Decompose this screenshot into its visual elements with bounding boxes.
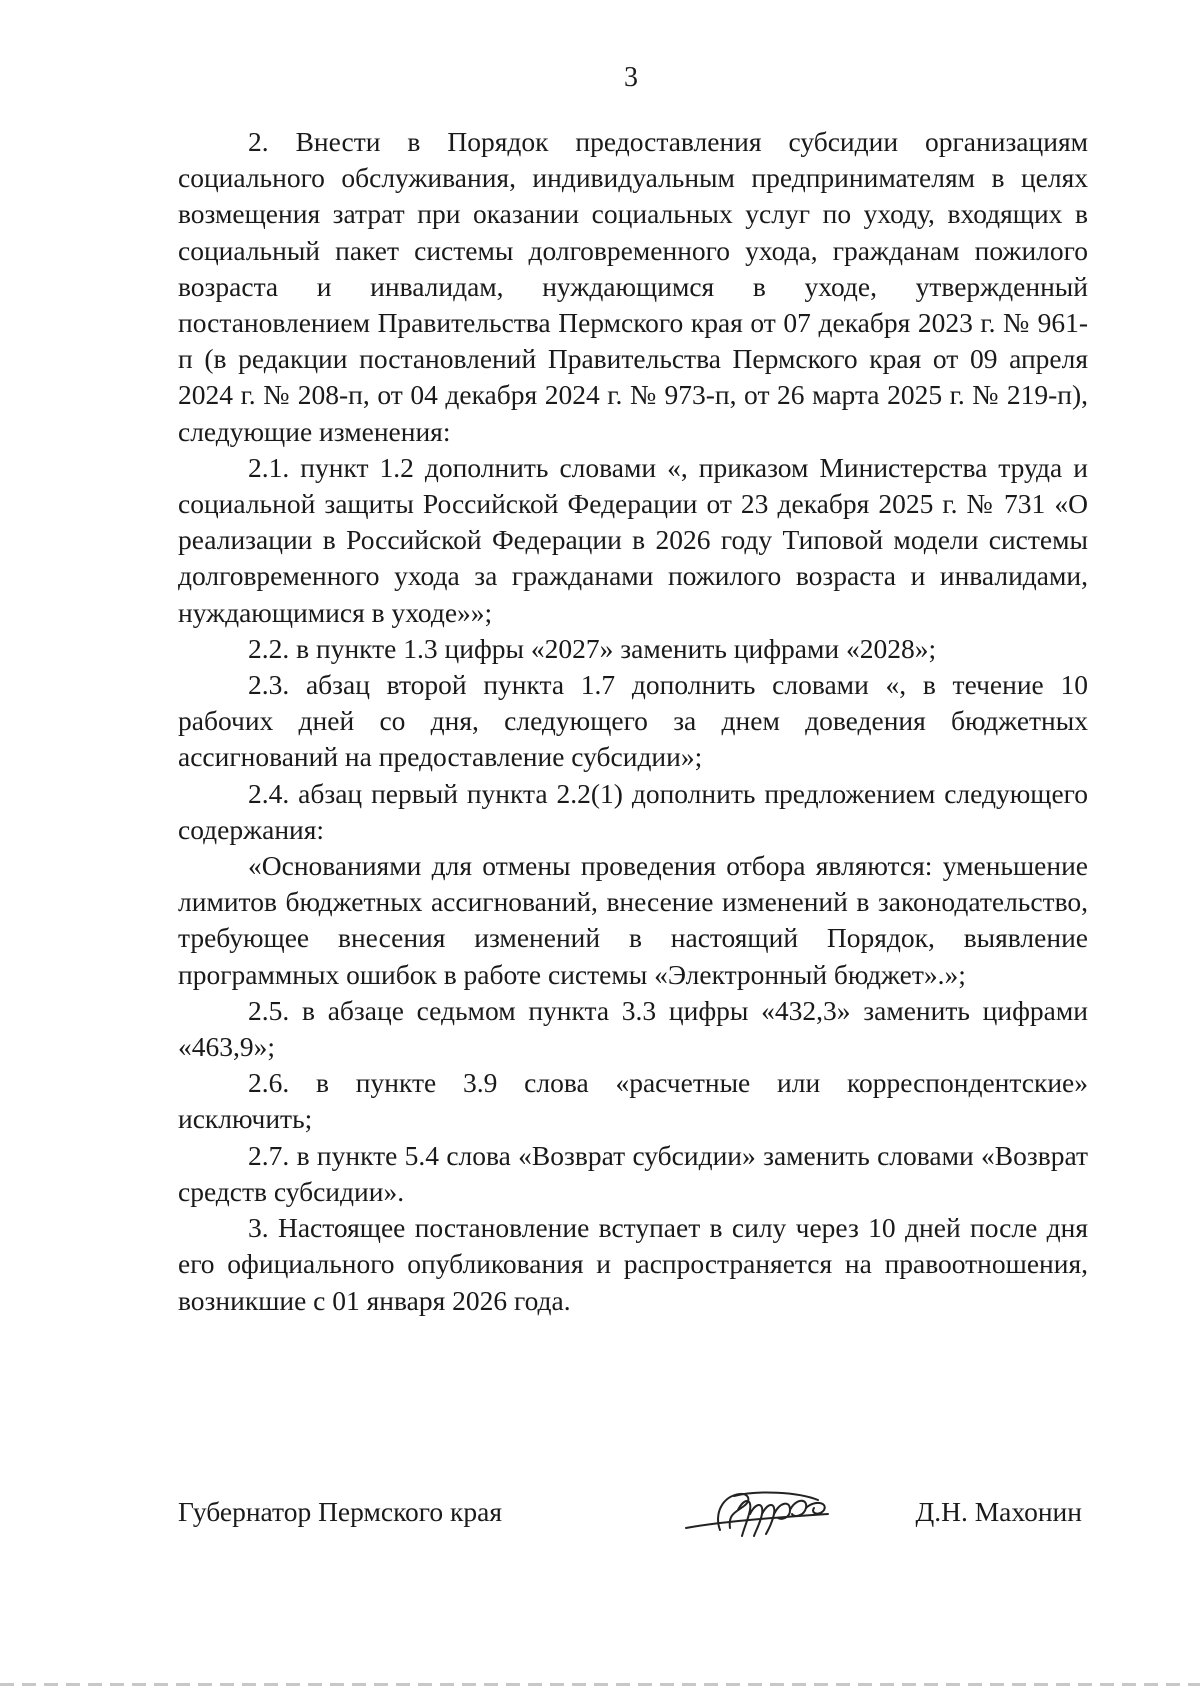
page-number: 3 bbox=[624, 62, 638, 93]
signatory-name: Д.Н. Махонин bbox=[915, 1496, 1082, 1527]
paragraph-3: 3. Настоящее постановление вступает в силу через 10 дней после дня его официального опубликования и распространяется на правоотношения, возникшие с 01 января 2026 года. bbox=[178, 1212, 1088, 1316]
paragraph-2-7: 2.7. в пункте 5.4 слова «Возврат субсидии» заменить словами «Возврат средств субсидии». bbox=[178, 1139, 1088, 1207]
paragraph-2-6: 2.6. в пункте 3.9 слова «расчетные или корреспондентские» исключить; bbox=[178, 1067, 1088, 1135]
handwritten-signature-icon bbox=[678, 1484, 858, 1544]
signatory-role: Губернатор Пермского края bbox=[178, 1496, 502, 1527]
scan-edge-divider bbox=[0, 1683, 1200, 1686]
paragraph-2-5: 2.5. в абзаце седьмом пункта 3.3 цифры «432,3» заменить цифрами «463,9»; bbox=[178, 994, 1088, 1063]
paragraph-quote: «Основаниями для отмены проведения отбора являются: уменьшение лимитов бюджетных ассигнований, внесение изменений в законодательство, требующее внесения изменений в настоящий Порядок, выявление программных ошибок в работе системы «Электронный бюджет».»; bbox=[178, 850, 1088, 990]
signature-block bbox=[178, 1484, 1088, 1544]
paragraph-2-3: 2.3. абзац второй пункта 1.7 дополнить словами «, в течение 10 рабочих дней со дня, следующего за днем доведения бюджетных ассигнований на предоставление субсидии»; bbox=[178, 669, 1088, 773]
paragraph-2-4: 2.4. абзац первый пункта 2.2(1) дополнить предложением следующего содержания: bbox=[178, 777, 1088, 845]
paragraph-2-1: 2.1. пункт 1.2 дополнить словами «, приказом Министерства труда и социальной защиты Российской Федерации от 23 декабря 2025 г. № 731 «О реализации в Российской Федерации в 2026 году Типовой модели системы долговременного ухода за гражданами пожилого возраста и инвалидами, нуждающимися в уходе»»; bbox=[178, 451, 1088, 628]
document-body bbox=[178, 124, 1088, 1319]
paragraph-2-2: 2.2. в пункте 1.3 цифры «2027» заменить цифрами «2028»; bbox=[248, 632, 937, 664]
paragraph-2: 2. Внести в Порядок предоставления субсидии организациям социального обслуживания, индивидуальным предпринимателям в целях возмещения затрат при оказании социальных услуг по уходу, входящих в социальный пакет системы долговременного ухода, гражданам пожилого возраста и инвалидам, нуждающимся в уходе, утвержденный постановлением Правительства Пермского края от 07 декабря 2023 г. № 961-п (в редакции постановлений Правительства Пермского края от 09 апреля 2024 г. № 208-п, от 04 декабря 2024 г. № 973-п, от 26 марта 2025 г. № 219-п), следующие изменения: bbox=[178, 126, 1088, 447]
